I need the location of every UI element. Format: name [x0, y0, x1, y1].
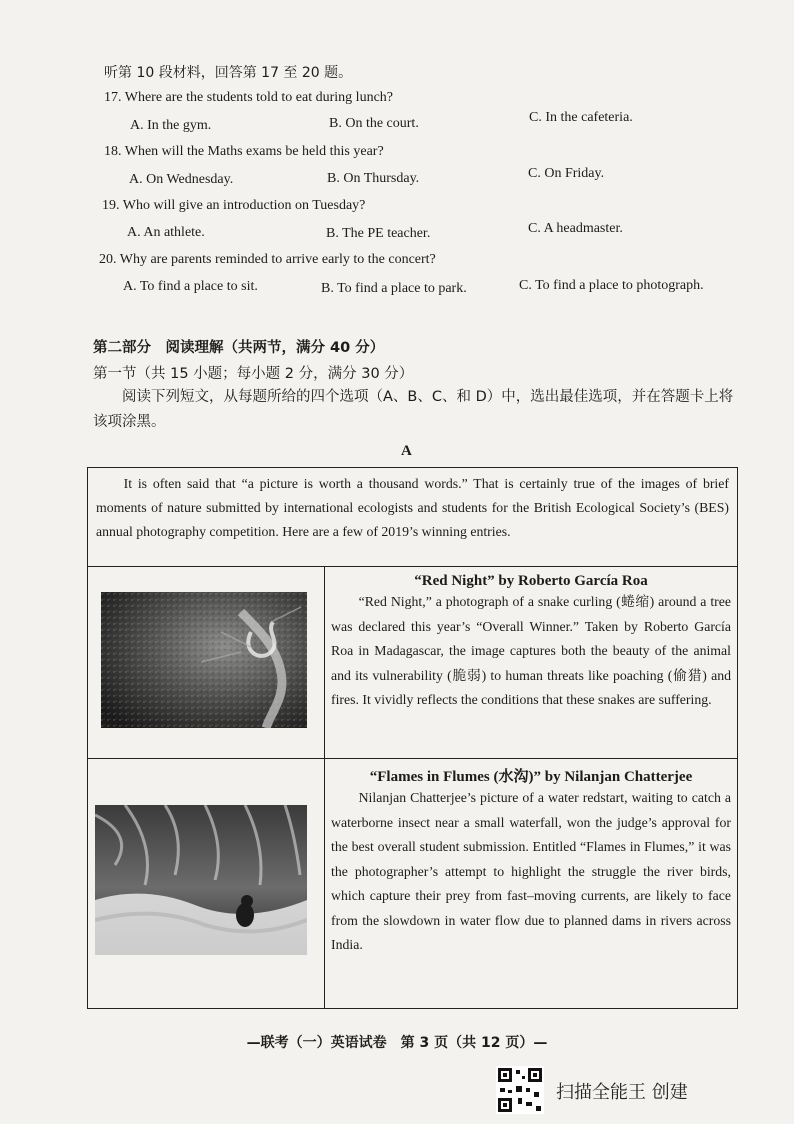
option-19-b: B. The PE teacher.	[326, 226, 431, 241]
question-text: Why are parents reminded to arrive early to the concert?	[119, 252, 436, 267]
part2-subtitle: 第一节（共 15 小题；每小题 2 分，满分 30 分）	[93, 366, 414, 382]
question-number: 20.	[99, 252, 117, 267]
question-19	[102, 198, 365, 214]
listening-section-intro: 听第 10 段材料，回答第 17 至 20 题。	[104, 65, 353, 81]
question-text: Where are the students told to eat during lunch?	[124, 90, 393, 105]
passage-intro-cell	[88, 468, 738, 567]
entry-title: “Flames in Flumes (水沟)” by Nilanjan Chatterjee	[369, 769, 693, 785]
option-17-b: B. On the court.	[329, 116, 419, 131]
question-17	[104, 90, 393, 106]
photo-cell-red-night	[88, 567, 325, 759]
entry-red-night	[325, 567, 738, 759]
question-18	[104, 144, 384, 160]
option-19-a: A. An athlete.	[127, 225, 205, 240]
question-text: Who will give an introduction on Tuesday?	[122, 198, 366, 213]
scanner-watermark: 扫描全能王 创建	[556, 1082, 688, 1103]
entry-body: Nilanjan Chatterjee’s picture of a water redstart, waiting to catch a waterborne insect near a small waterfall, won the judge’s approval for the best overall student submission. Entitled “Flames in Flumes,” it was the photographer’s attempt to highlight the struggle the river birds, which capture their prey from fast–moving currents, are likely to face from the slowdown in water flow due to planned dams in rivers across India.	[331, 790, 731, 952]
option-18-b: B. On Thursday.	[327, 171, 420, 186]
entry-flames-in-flumes	[325, 759, 738, 1009]
option-20-a: A. To find a place to sit.	[123, 279, 258, 294]
snake-photo	[101, 592, 307, 728]
option-20-c: C. To find a place to photograph.	[519, 278, 704, 293]
question-number: 18.	[104, 144, 122, 159]
option-18-c: C. On Friday.	[528, 166, 605, 181]
question-number: 17.	[104, 90, 122, 105]
passage-intro: It is often said that “a picture is worth a thousand words.” That is certainly true of the images of brief moments of nature submitted by international ecologists and students for the British Ecological Society’s (BES) annual photography competition. Here are a few of 2019’s winning entries.	[96, 476, 729, 539]
entry-title: “Red Night” by Roberto García Roa	[414, 573, 648, 589]
option-17-c: C. In the cafeteria.	[529, 110, 633, 125]
question-number: 19.	[102, 198, 120, 213]
part2-title: 第二部分 阅读理解（共两节，满分 40 分）	[93, 340, 385, 356]
entry-body: “Red Night,” a photograph of a snake curling (蜷缩) around a tree was declared this year’s “Overall Winner.” Taken by Roberto García Roa in Madagascar, the image captures both the beauty of the animal and its vulnerability (脆弱) to human threats like poaching (偷猎) and fires. It vividly reflects the conditions that these snakes are suffering.	[331, 594, 731, 707]
question-20	[99, 252, 436, 268]
page-footer: —联考（一）英语试卷 第 3 页（共 12 页）—	[246, 1035, 548, 1051]
qr-code-icon	[496, 1066, 544, 1114]
passage-letter: A	[401, 443, 412, 459]
option-17-a: A. In the gym.	[130, 118, 212, 133]
option-19-c: C. A headmaster.	[528, 221, 623, 236]
passage-table	[87, 467, 738, 1009]
redstart-photo	[95, 805, 307, 955]
question-text: When will the Maths exams be held this year?	[124, 144, 384, 159]
option-18-a: A. On Wednesday.	[129, 172, 234, 187]
option-20-b: B. To find a place to park.	[321, 281, 467, 296]
photo-cell-flames-in-flumes	[88, 759, 325, 1009]
part2-instruction: 阅读下列短文，从每题所给的四个选项（A、B、C、和 D）中，选出最佳选项，并在答题卡上将该项涂黑。	[93, 389, 734, 430]
